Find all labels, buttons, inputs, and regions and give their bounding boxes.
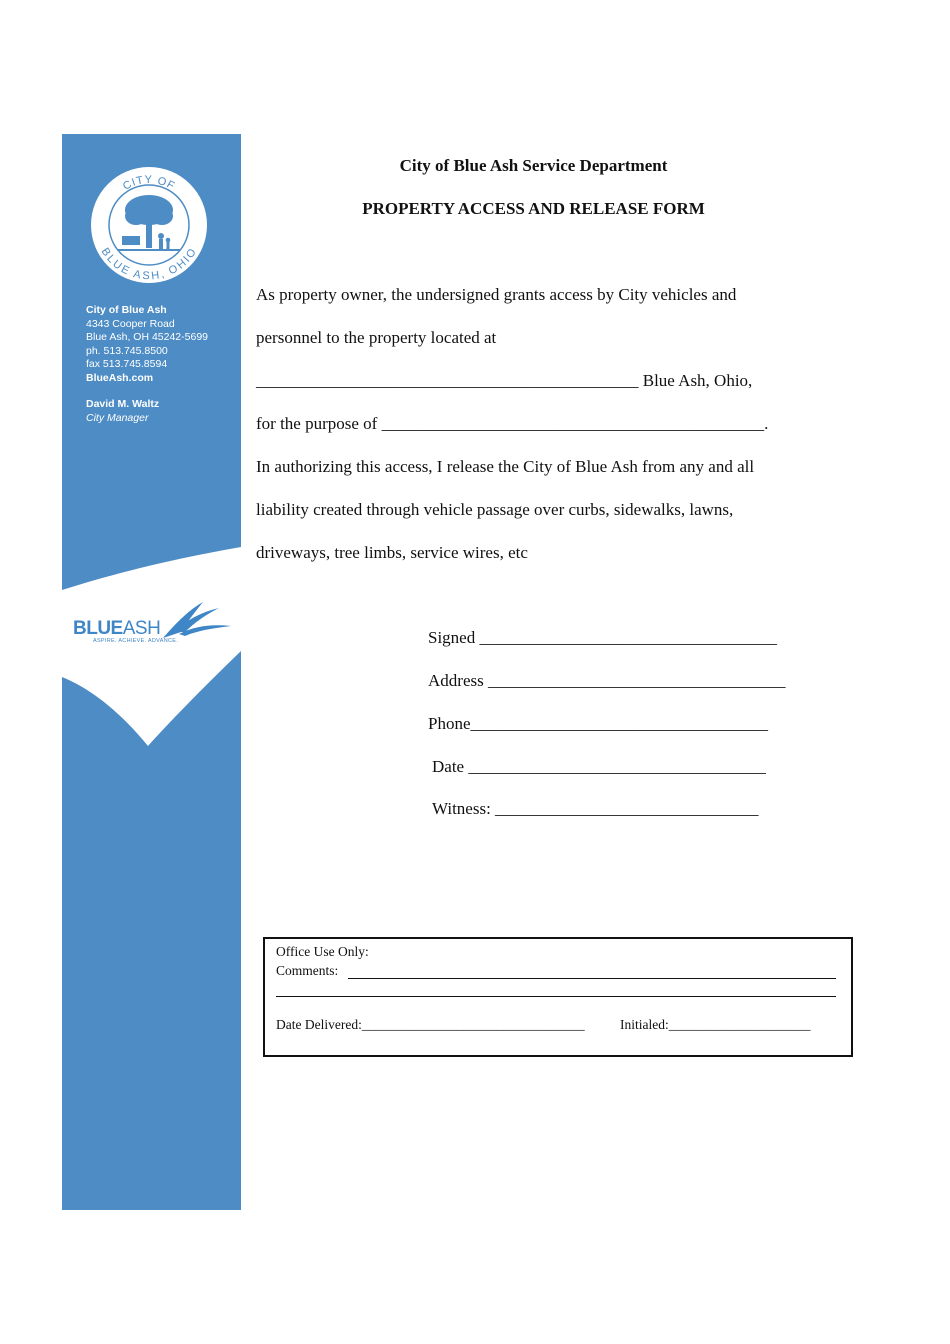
address-field[interactable]: Address ___________________________________	[428, 671, 786, 690]
body-line-5: In authorizing this access, I release the City of Blue Ash from any and all	[256, 457, 755, 476]
comments-line-1[interactable]	[348, 978, 836, 979]
office-use-box	[263, 937, 853, 1057]
blue-ash-logo	[73, 598, 233, 650]
office-use-heading: Office Use Only:	[276, 944, 369, 959]
sidebar-letterhead	[62, 134, 241, 1210]
initialed-field[interactable]: Initialed:_____________________	[620, 1017, 811, 1032]
org-name: City of Blue Ash	[86, 304, 167, 316]
department-title: City of Blue Ash Service Department	[399, 156, 668, 175]
city-seal-icon	[88, 164, 210, 286]
swoosh-icon	[159, 598, 233, 642]
address-street: 4343 Cooper Road	[86, 317, 175, 330]
address-city: Blue Ash, OH 45242-5699	[86, 331, 209, 343]
brand-word-light: ASH	[122, 618, 161, 639]
date-delivered-field[interactable]: Date Delivered:_________________________________	[276, 1017, 585, 1032]
sidebar-wave-cutout	[62, 134, 241, 1210]
fax-number: fax 513.745.8594	[86, 358, 168, 370]
phone-number: ph. 513.745.8500	[86, 344, 168, 357]
phone-field[interactable]: Phone___________________________________	[428, 714, 768, 733]
form-title: PROPERTY ACCESS AND RELEASE FORM	[362, 199, 705, 218]
body-line-6: liability created through vehicle passage over curbs, sidewalks, lawns,	[256, 500, 734, 519]
body-line-2: personnel to the property located at	[256, 328, 497, 347]
website-link: BlueAsh.com	[86, 371, 154, 384]
purpose-field[interactable]: for the purpose of _____________________________________________.	[256, 414, 769, 433]
brand-wordmark	[73, 618, 160, 640]
manager-title: City Manager	[86, 411, 149, 424]
manager-name: David M. Waltz	[86, 398, 160, 410]
property-address-field[interactable]: _____________________________________________ Blue Ash, Ohio,	[256, 371, 753, 390]
seal-text-top: CITY OF	[120, 173, 178, 193]
comments-line-2[interactable]	[276, 996, 836, 997]
brand-word-bold: BLUE	[73, 618, 123, 639]
body-line-7: driveways, tree limbs, service wires, etc	[256, 543, 528, 562]
date-field[interactable]: Date ___________________________________	[432, 757, 766, 776]
comments-label: Comments:	[276, 963, 339, 978]
contact-block	[86, 304, 236, 425]
witness-field[interactable]: Witness: _______________________________	[432, 799, 759, 818]
seal-text-bottom: BLUE ASH, OHIO	[98, 245, 200, 283]
brand-tagline: ASPIRE. ACHIEVE. ADVANCE.	[93, 638, 179, 644]
body-line-1: As property owner, the undersigned grants access by City vehicles and	[256, 285, 737, 304]
signed-field[interactable]: Signed ___________________________________	[428, 628, 777, 647]
